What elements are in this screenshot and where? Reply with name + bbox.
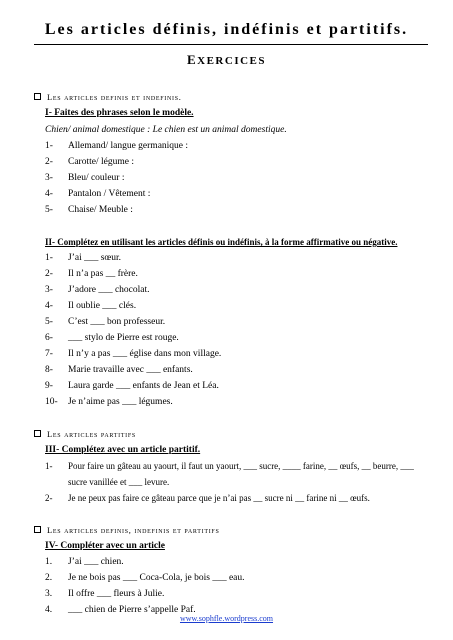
list-item: 2- Il n’a pas __ frère. [45,269,138,279]
list-item: 1- J’ai ___ sœur. [45,253,122,263]
list-item: 6- ___ stylo de Pierre est rouge. [45,333,179,343]
exercise-heading-3: III- Complétez avec un article partitif. [45,445,201,455]
list-item: 4. ___ chien de Pierre s’appelle Paf. [45,605,196,615]
list-item: sucre vanillée et ___ levure. [68,477,170,487]
exercise-heading-4: IV- Compléter avec un article [45,541,165,551]
section-label-4: Les articles definis, indefinis et partitifs [34,525,219,536]
list-item: 10- Je n’aime pas ___ légumes. [45,397,173,407]
exercise-heading-1: I- Faites des phrases selon le modèle. [45,108,194,118]
checkbox-icon [34,93,41,100]
list-item: 2- Carotte/ légume : [45,157,134,167]
list-item: 1. J’ai ___ chien. [45,557,124,567]
list-item: 9- Laura garde ___ enfants de Jean et Léa. [45,381,219,391]
footer-link[interactable]: www.sophfle.wordpress.com [179,614,274,623]
checkbox-icon [34,526,41,533]
title-rule [34,44,428,45]
list-item: 8- Marie travaille avec ___ enfants. [45,365,193,375]
list-item: 5- Chaise/ Meuble : [45,205,133,215]
list-item: 1- Allemand/ langue germanique : [45,141,189,151]
section-label-3: Les articles partitifs [34,429,136,440]
list-item: 3. Il offre ___ fleurs à Julie. [45,589,165,599]
list-item: 1- Pour faire un gâteau au yaourt, il faut un yaourt, ___ sucre, ____ farine, __ œufs, __ beurre, ___ [45,461,414,471]
example-sentence: Chien/ animal domestique : Le chien est un animal domestique. [45,125,287,135]
list-item: 3- J’adore ___ chocolat. [45,285,150,295]
section-label-1: Les articles definis et indefinis. [34,92,182,103]
list-item: 4- Pantalon / Vêtement : [45,189,151,199]
list-item: 2- Je ne peux pas faire ce gâteau parce que je n’ai pas __ sucre ni __ farine ni __ œufs. [45,493,370,503]
subtitle-initial: E [186,52,198,67]
subtitle [0,52,453,68]
subtitle-rest: XERCICES [197,55,267,67]
list-item: 4- Il oublie ___ clés. [45,301,137,311]
list-item: 3- Bleu/ couleur : [45,173,125,183]
page-title: Les articles définis, indéfinis et partitifs. [44,21,409,38]
list-item: 7- Il n’y a pas ___ église dans mon village. [45,349,222,359]
list-item: 2. Je ne bois pas ___ Coca-Cola, je bois ___ eau. [45,573,245,583]
checkbox-icon [34,430,41,437]
list-item: 5- C’est ___ bon professeur. [45,317,166,327]
exercise-heading-2: II- Complétez en utilisant les articles définis ou indéfinis, à la forme affirmative ou négative. [45,237,398,247]
